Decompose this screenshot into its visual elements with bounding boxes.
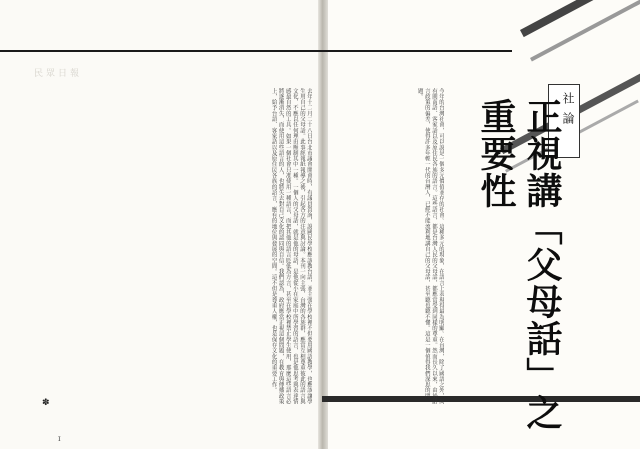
editorial-body-left: 去年十二月二十八日台北市議會開會時，有議員質詢，說國民學校應該教台語，並主張在學校裡不但要用國語教學，也應該讓學生用自己的父母話。此事經報紙報導之後，引起各方的注意與討論。本刊一向主張，台灣的各族群，應當互相尊重彼此的語言與文化，不應以任何理由壓制其中一種。一個人的父母話，就是他的母語，是他從小在家庭中所學習的語言，也是他思考與表達情感最自然的工具。如果一個社會只准使用一種語言，而把其他的語言貶低為方言，甚至在學校裡禁止學生使用，那麼這些語言必將逐漸消失，而使用這些語言的人，也將失去對自己文化的認同與自信。我們認為，政府應當正視這個問題，在教育與傳播政策上，給予台語、客家話以及原住民各族的語言，應有的地位與發展的空間。這不但是尊重人權，也是保存文化的重要工作。 (270, 88, 312, 405)
top-rule-left (0, 50, 322, 52)
section-label: 社論 (561, 92, 575, 132)
page-marker: ɪ (58, 434, 61, 443)
show-through-text: 民眾日報 (34, 69, 83, 79)
end-mark-icon: ✽ (42, 398, 50, 408)
editorial-body-right: 今年的台灣社會，可以說是一個多元價值並存的社會。這種多元的現象，在語言上表現得最為明顯。在台灣，除了國語之外，尚有閩南語、客家話以及原住民各族的語言。這些語言，都是台灣人民的父母話，都應當受到同樣的尊重。然而長久以來，由於語言政策的偏差，使得許多年輕一代的台灣人，已經不能流利地講自己的父母話，甚至聽也聽不懂。這是一個值得我們深思的問題。 (416, 88, 444, 405)
top-rule-right (322, 50, 512, 52)
editorial-title: 正視講「父母話」之重要性 (475, 98, 562, 431)
book-gutter (318, 0, 328, 449)
